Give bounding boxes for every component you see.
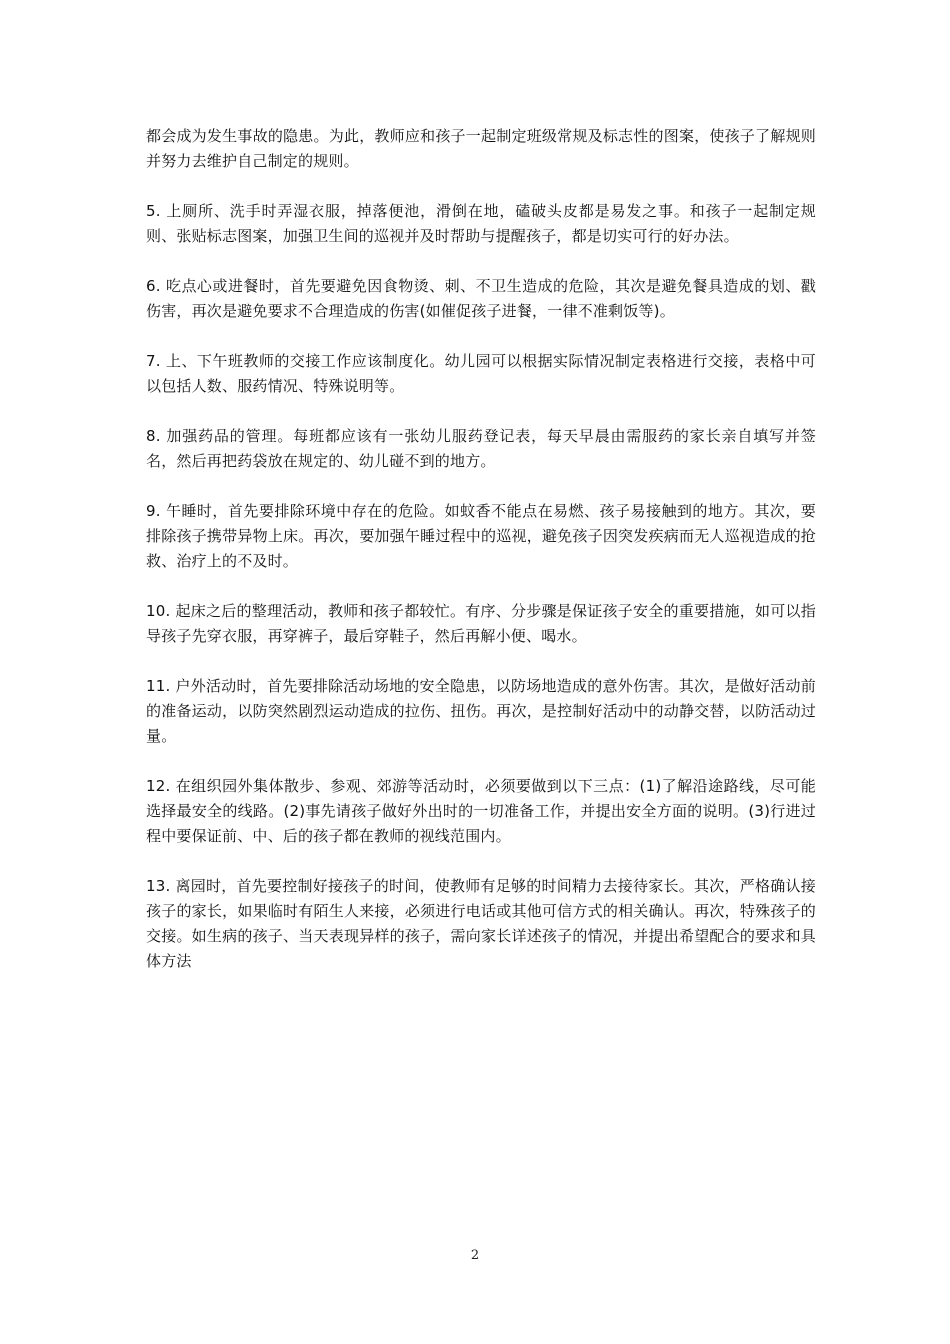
paragraph-item-6	[146, 274, 816, 324]
paragraph-text: 离园时，首先要控制好接孩子的时间，使教师有足够的时间精力去接待家长。其次，严格确认接孩子的家长，如果临时有陌生人来接，必须进行电话或其他可信方式的相关确认。再次，特殊孩子的交接。如生病的孩子、当天表现异样的孩子，需向家长详述孩子的情况，并提出希望配合的要求和具体方法	[146, 877, 816, 970]
paragraph-text: 户外活动时，首先要排除活动场地的安全隐患，以防场地造成的意外伤害。其次，是做好活动前的准备运动，以防突然剧烈运动造成的拉伤、扭伤。再次，是控制好活动中的动静交替，以防活动过量。	[146, 677, 816, 745]
document-body	[146, 124, 816, 999]
paragraph-number: 6.	[146, 277, 161, 295]
paragraph-item-11	[146, 674, 816, 749]
paragraph-item-13	[146, 874, 816, 974]
paragraph-number: 12.	[146, 777, 171, 795]
paragraph-number: 11.	[146, 677, 171, 695]
paragraph-item-8	[146, 424, 816, 474]
paragraph-text: 都会成为发生事故的隐患。为此，教师应和孩子一起制定班级常规及标志性的图案，使孩子了解规则并努力去维护自己制定的规则。	[146, 127, 816, 170]
paragraph-item-9	[146, 499, 816, 574]
paragraph-text: 上、下午班教师的交接工作应该制度化。幼儿园可以根据实际情况制定表格进行交接，表格中可以包括人数、服药情况、特殊说明等。	[146, 352, 816, 395]
paragraph-number: 8.	[146, 427, 161, 445]
page-number: 2	[470, 1248, 480, 1263]
paragraph-number: 5.	[146, 202, 161, 220]
paragraph-number: 9.	[146, 502, 161, 520]
paragraph-text: 吃点心或进餐时，首先要避免因食物烫、刺、不卫生造成的危险，其次是避免餐具造成的划、戳伤害，再次是避免要求不合理造成的伤害(如催促孩子进餐，一律不准剩饭等)。	[146, 277, 816, 320]
paragraph-item-10	[146, 599, 816, 649]
paragraph-text: 在组织园外集体散步、参观、郊游等活动时，必须要做到以下三点：(1)了解沿途路线，尽可能选择最安全的线路。(2)事先请孩子做好外出时的一切准备工作，并提出安全方面的说明。(3)行进过程中要保证前、中、后的孩子都在教师的视线范围内。	[146, 777, 816, 845]
paragraph-item-12	[146, 774, 816, 849]
paragraph-number: 7.	[146, 352, 161, 370]
paragraph-text: 午睡时，首先要排除环境中存在的危险。如蚊香不能点在易燃、孩子易接触到的地方。其次，要排除孩子携带异物上床。再次，要加强午睡过程中的巡视，避免孩子因突发疾病而无人巡视造成的抢救、治疗上的不及时。	[146, 502, 816, 570]
paragraph-item-5	[146, 199, 816, 249]
paragraph-number: 10.	[146, 602, 171, 620]
paragraph-item-7	[146, 349, 816, 399]
paragraph-number: 13.	[146, 877, 171, 895]
paragraph-text: 起床之后的整理活动，教师和孩子都较忙。有序、分步骤是保证孩子安全的重要措施，如可以指导孩子先穿衣服，再穿裤子，最后穿鞋子，然后再解小便、喝水。	[146, 602, 816, 645]
paragraph-text: 上厕所、洗手时弄湿衣服，掉落便池，滑倒在地，磕破头皮都是易发之事。和孩子一起制定规则、张贴标志图案，加强卫生间的巡视并及时帮助与提醒孩子，都是切实可行的好办法。	[146, 202, 816, 245]
paragraph-continuation	[146, 124, 816, 174]
paragraph-text: 加强药品的管理。每班都应该有一张幼儿服药登记表，每天早晨由需服药的家长亲自填写并签名，然后再把药袋放在规定的、幼儿碰不到的地方。	[146, 427, 816, 470]
